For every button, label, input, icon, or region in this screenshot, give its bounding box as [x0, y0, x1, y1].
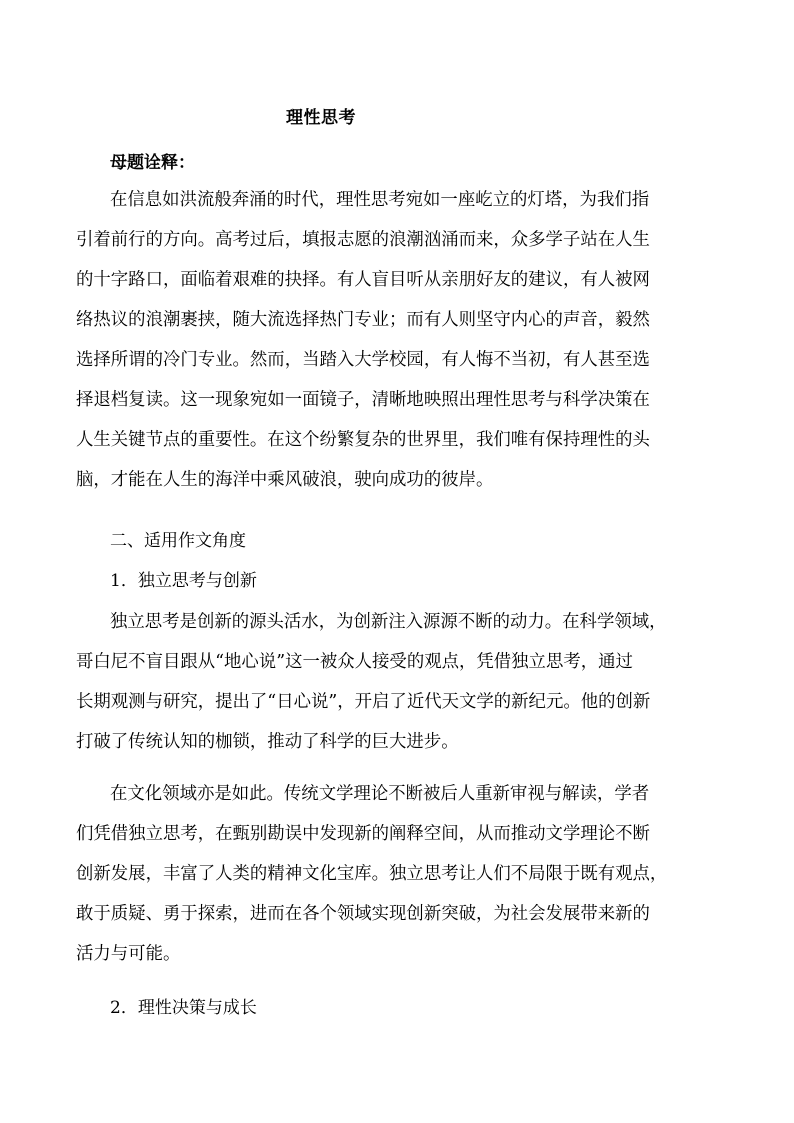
- paragraph-2-line-4: 打破了传统认知的枷锁，推动了科学的巨大进步。: [76, 732, 459, 752]
- section-label: 母题诠释：: [110, 153, 195, 173]
- paragraph-3-line-5: 活力与可能。: [76, 944, 181, 964]
- paragraph-1-line-5: 选择所谓的冷门专业。然而，当踏入大学校园，有人悔不当初，有人甚至选: [76, 350, 650, 370]
- paragraph-1-line-3: 的十字路口，面临着艰难的抉择。有人盲目听从亲朋好友的建议，有人被网: [76, 270, 650, 290]
- paragraph-2-line-2: 哥白尼不盲目跟从“地心说”这一被众人接受的观点，凭借独立思考，通过: [76, 652, 633, 672]
- paragraph-3-line-3: 创新发展，丰富了人类的精神文化宝库。独立思考让人们不局限于既有观点，: [76, 864, 668, 884]
- paragraph-1-line-7: 人生关键节点的重要性。在这个纷繁复杂的世界里，我们唯有保持理性的头: [76, 430, 650, 450]
- page-title: 理性思考: [286, 108, 356, 128]
- paragraph-1-line-2: 引着前行的方向。高考过后，填报志愿的浪潮汹涌而来，众多学子站在人生: [76, 230, 650, 250]
- paragraph-1-line-8: 脑，才能在人生的海洋中乘风破浪，驶向成功的彼岸。: [76, 470, 494, 490]
- paragraph-1-line-4: 络热议的浪潮裹挟，随大流选择热门专业；而有人则坚守内心的声音，毅然: [76, 310, 650, 330]
- subheading-1: 1．独立思考与创新: [110, 571, 257, 591]
- section-heading: 二、适用作文角度: [110, 531, 246, 551]
- paragraph-3-line-2: 们凭借独立思考，在甄别勘误中发现新的阐释空间，从而推动文学理论不断: [76, 824, 650, 844]
- paragraph-1-line-1: 在信息如洪流般奔涌的时代，理性思考宛如一座屹立的灯塔，为我们指: [110, 190, 650, 210]
- paragraph-3-line-4: 敢于质疑、勇于探索，进而在各个领域实现创新突破，为社会发展带来新的: [76, 904, 650, 924]
- paragraph-3-line-1: 在文化领域亦是如此。传统文学理论不断被后人重新审视与解读，学者: [110, 784, 650, 804]
- subheading-2: 2．理性决策与成长: [110, 998, 257, 1018]
- paragraph-2-line-3: 长期观测与研究，提出了“日心说”，开启了近代天文学的新纪元。他的创新: [76, 692, 651, 712]
- paragraph-1-line-6: 择退档复读。这一现象宛如一面镜子，清晰地映照出理性思考与科学决策在: [76, 390, 650, 410]
- paragraph-2-line-1: 独立思考是创新的源头活水，为创新注入源源不断的动力。在科学领域，: [110, 612, 667, 632]
